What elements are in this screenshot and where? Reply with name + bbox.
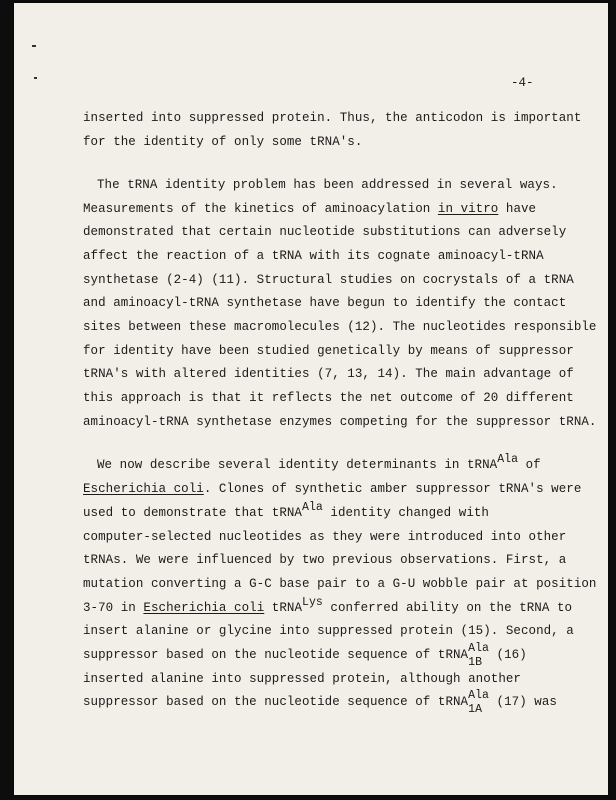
margin-mark xyxy=(32,45,36,47)
para3-line7-text-a: 3-70 in xyxy=(83,601,144,615)
para2-line7: sites between these macromolecules (12). The nucleotides responsible xyxy=(83,320,597,334)
superscript-lys: Lys xyxy=(302,596,323,609)
subscript-1b: 1B xyxy=(468,656,483,669)
para3-line6: mutation converting a G-C base pair to a G-U wobble pair at position xyxy=(83,577,597,591)
para3-line11-text-b: (17) was xyxy=(488,695,557,709)
para2-line6: and aminoacyl-tRNA synthetase have begun to identify the contact xyxy=(83,296,567,310)
species-name: Escherichia coli xyxy=(143,601,265,615)
para3-line10: inserted alanine into suppressed protein, although another xyxy=(83,672,521,686)
in-vitro-term: in vitro xyxy=(437,202,499,216)
para1-line1: inserted into suppressed protein. Thus, the anticodon is important xyxy=(83,111,582,125)
para2-line11: aminoacyl-tRNA synthetase enzymes competing for the suppressor tRNA. xyxy=(83,415,597,429)
document-page xyxy=(14,3,608,795)
trna-ala-1b-script xyxy=(468,642,489,669)
para3-line9 xyxy=(83,642,527,669)
para3-line3-text-a: used to demonstrate that tRNA xyxy=(83,506,302,520)
para2-line4: affect the reaction of a tRNA with its cognate aminoacyl-tRNA xyxy=(83,249,544,263)
para3-line8: insert alanine or glycine into suppressed protein (15). Second, a xyxy=(83,624,574,638)
para3-line5: tRNAs. We were influenced by two previous observations. First, a xyxy=(83,553,567,567)
para3-line3 xyxy=(83,501,489,520)
para3-line9-text-a: suppressor based on the nucleotide sequence of tRNA xyxy=(83,648,469,662)
para2-line1: The tRNA identity problem has been addressed in several ways. xyxy=(97,178,558,192)
page-number: -4- xyxy=(511,76,534,90)
para2-line10: this approach is that it reflects the net outcome of 20 different xyxy=(83,391,574,405)
para3-line4: computer-selected nucleotides as they were introduced into other xyxy=(83,530,567,544)
superscript-ala: Ala xyxy=(468,689,489,702)
para3-line2-text-b: . Clones of synthetic amber suppressor tRNA's were xyxy=(203,482,582,496)
para3-line11 xyxy=(83,689,557,716)
para2-line2-text-a: Measurements of the kinetics of aminoacylation xyxy=(83,202,438,216)
superscript-ala: Ala xyxy=(302,501,323,514)
para3-line7 xyxy=(83,596,573,615)
species-name: Escherichia coli xyxy=(83,482,204,496)
para3-line7-text-b: tRNA xyxy=(264,601,303,615)
para3-line2 xyxy=(83,482,581,496)
para2-line5: synthetase (2-4) (11). Structural studies on cocrystals of a tRNA xyxy=(83,273,574,287)
superscript-ala: Ala xyxy=(468,642,489,655)
para3-line1-text-b: of xyxy=(518,458,541,472)
margin-mark xyxy=(34,77,37,79)
para2-line2 xyxy=(83,202,536,216)
para2-line2-text-b: have xyxy=(498,202,537,216)
para2-line8: for identity have been studied genetically by means of suppressor xyxy=(83,344,574,358)
para2-line3: demonstrated that certain nucleotide substitutions can adversely xyxy=(83,225,567,239)
para1-line2: for the identity of only some tRNA's. xyxy=(83,135,363,149)
para3-line3-text-b: identity changed with xyxy=(322,506,489,520)
para3-line1-text-a: We now describe several identity determinants in tRNA xyxy=(97,458,498,472)
para3-line1 xyxy=(97,453,541,472)
para3-line9-text-b: (16) xyxy=(488,648,527,662)
para3-line7-text-c: conferred ability on the tRNA to xyxy=(322,601,573,615)
para2-line9: tRNA's with altered identities (7, 13, 14). The main advantage of xyxy=(83,367,574,381)
superscript-ala: Ala xyxy=(497,453,519,466)
subscript-1a: 1A xyxy=(468,703,483,716)
trna-ala-1a-script xyxy=(468,689,489,716)
para3-line11-text-a: suppressor based on the nucleotide sequence of tRNA xyxy=(83,695,469,709)
